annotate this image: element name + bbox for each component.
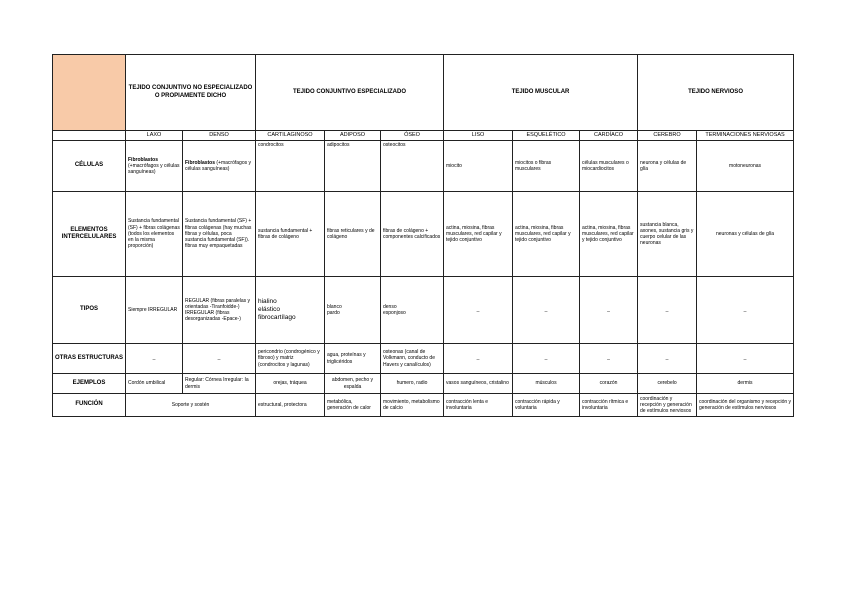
cell-tipos-cardiaco: _ bbox=[580, 277, 638, 344]
cell-ejemplos-cerebro: cerebelo bbox=[638, 374, 697, 394]
cell-funcion-cardiaco: contracción rítmica e involuntaria bbox=[580, 394, 638, 417]
cell-celulas-cerebro: neurona y células de glía bbox=[638, 141, 697, 192]
cell-funcion-cartilaginoso: estructural, protectora bbox=[256, 394, 325, 417]
tipo-esponjoso: esponjoso bbox=[383, 310, 406, 316]
cell-celulas-denso bbox=[183, 141, 256, 192]
cell-celulas-denso-main: Fibroblastos bbox=[185, 159, 216, 166]
cell-otras-denso: _ bbox=[183, 344, 256, 374]
subheader-cardiaco: CARDÍACO bbox=[580, 131, 638, 141]
cell-funcion-oseo: movimiento, metabolismo de calcio bbox=[381, 394, 444, 417]
cell-tipos-denso: REGULAR (fibras paralelas y orientadas -Tiranfoidde-) IRREGULAR (fibras desorganizadas -Epace-) bbox=[183, 277, 256, 344]
cell-otras-cerebro: _ bbox=[638, 344, 697, 374]
cell-celulas-cardiaco: células musculares o miocardiocitos bbox=[580, 141, 638, 192]
cell-otras-oseo: osteonas (canal de Volkmann, conducto de Havers y canalículos) bbox=[381, 344, 444, 374]
subheader-cerebro: CEREBRO bbox=[638, 131, 697, 141]
row-otras bbox=[53, 344, 794, 374]
cell-ejemplos-cartilaginoso: orejas, tráquea bbox=[256, 374, 325, 394]
group-header-row bbox=[53, 55, 794, 131]
subheader-liso: LISO bbox=[444, 131, 513, 141]
cell-celulas-laxo-main: Fibroblastos bbox=[128, 156, 159, 163]
cell-otras-cartilaginoso: pericondrio (condrogénico y fibroso) y matriz (condrocitos y lagunas) bbox=[256, 344, 325, 374]
cell-celulas-oseo: osteocitos bbox=[381, 141, 444, 192]
cell-funcion-liso: contracción lenta e involuntaria bbox=[444, 394, 513, 417]
cell-funcion-adiposo: metabólica, generación de calor bbox=[325, 394, 381, 417]
cell-elementos-esqueletico: actina, miosina, fibras musculares, red capilar y tejido conjuntivo bbox=[513, 192, 580, 277]
row-label-elementos: ELEMENTOS INTERCELULARES bbox=[53, 192, 126, 277]
tipo-denso: denso bbox=[383, 303, 397, 310]
subheader-empty bbox=[53, 131, 126, 141]
cell-ejemplos-esqueletico: músculos bbox=[513, 374, 580, 394]
cell-tipos-terminaciones: _ bbox=[697, 277, 794, 344]
subheader-denso: DENSO bbox=[183, 131, 256, 141]
subheader-esqueletico: ESQUELÉTICO bbox=[513, 131, 580, 141]
cell-otras-esqueletico: _ bbox=[513, 344, 580, 374]
cell-funcion-no-especializado: Soporte y sostén bbox=[126, 394, 256, 417]
cell-ejemplos-laxo: Cordón umbilical bbox=[126, 374, 183, 394]
cell-elementos-cartilaginoso: sustancia fundamental + fibras de colágeno bbox=[256, 192, 325, 277]
tipo-pardo: pardo bbox=[327, 310, 340, 316]
subheader-laxo: LAXO bbox=[126, 131, 183, 141]
row-tipos bbox=[53, 277, 794, 344]
cell-tipos-cartilaginoso bbox=[256, 277, 325, 344]
cell-tipos-oseo bbox=[381, 277, 444, 344]
cell-celulas-cartilaginoso: condrocitos bbox=[256, 141, 325, 192]
tipo-hialino: hialino bbox=[258, 297, 277, 305]
subheader-cartilaginoso: CARTILAGINOSO bbox=[256, 131, 325, 141]
cell-funcion-terminaciones: coordinación del organismo y recepción y generación de estímulos nerviosos bbox=[697, 394, 794, 417]
cell-ejemplos-liso: vasos sanguíneos, cristalino bbox=[444, 374, 513, 394]
group-nervioso: TEJIDO NERVIOSO bbox=[638, 55, 794, 131]
cell-celulas-esqueletico: miocitos o fibras musculares bbox=[513, 141, 580, 192]
cell-ejemplos-oseo: humero, radio bbox=[381, 374, 444, 394]
cell-otras-laxo: _ bbox=[126, 344, 183, 374]
tipo-elastico: elástico bbox=[258, 305, 281, 313]
cell-ejemplos-denso: Regular: Córnea Irregular: Ia dermis bbox=[183, 374, 256, 394]
cell-celulas-terminaciones: motoneuronas bbox=[697, 141, 794, 192]
row-label-ejemplos: EJEMPLOS bbox=[53, 374, 126, 394]
cell-otras-adiposo: agua, proteínas y triglicéridos bbox=[325, 344, 381, 374]
group-especializado: TEJIDO CONJUNTIVO ESPECIALIZADO bbox=[256, 55, 444, 131]
tipo-fibrocartilago: fibrocartílago bbox=[258, 314, 296, 322]
row-elementos bbox=[53, 192, 794, 277]
cell-ejemplos-adiposo: abdomen, pecho y espalda bbox=[325, 374, 381, 394]
cell-elementos-cerebro: sustancia blanca, axones, sustancia gris y cuerpo celular de las neuronas bbox=[638, 192, 697, 277]
tipo-blanco: blanco bbox=[327, 303, 342, 310]
subheader-adiposo: ADIPOSO bbox=[325, 131, 381, 141]
cell-otras-liso: _ bbox=[444, 344, 513, 374]
cell-elementos-cardiaco: actina, miosina, fibras musculares, red capilar y tejido conjuntivo bbox=[580, 192, 638, 277]
cell-elementos-oseo: fibras de colágeno + componentes calcificados bbox=[381, 192, 444, 277]
cell-celulas-adiposo: adipocitos bbox=[325, 141, 381, 192]
row-label-celulas: CÉLULAS bbox=[53, 141, 126, 192]
cell-ejemplos-cardiaco: corazón bbox=[580, 374, 638, 394]
subheader-terminaciones: TERMINACIONES NERVIOSAS bbox=[697, 131, 794, 141]
cell-otras-terminaciones: _ bbox=[697, 344, 794, 374]
cell-funcion-cerebro: coordinación y recepción y generación de estímulos nerviosos bbox=[638, 394, 697, 417]
cell-elementos-laxo: Sustancia fundamental (SF) + fibras colágenas (todos los elementos en la misma proporción) bbox=[126, 192, 183, 277]
cell-tipos-laxo: Siempre IRREGULAR bbox=[126, 277, 183, 344]
cell-celulas-laxo-note: (+macrófagos y células sanguíneas) bbox=[128, 162, 180, 176]
cell-otras-cardiaco: _ bbox=[580, 344, 638, 374]
cell-elementos-denso: Sustancia fundamental (SF) + fibras colágenas (hay muchas fibras y células, poca sustancia fundamental (SF)). fibras muy empaquetadas bbox=[183, 192, 256, 277]
row-funcion bbox=[53, 394, 794, 417]
corner-cell bbox=[53, 55, 126, 131]
row-label-tipos: TIPOS bbox=[53, 277, 126, 344]
cell-tipos-liso: _ bbox=[444, 277, 513, 344]
cell-ejemplos-terminaciones: dermis bbox=[697, 374, 794, 394]
cell-celulas-laxo bbox=[126, 141, 183, 192]
row-label-funcion: FUNCIÓN bbox=[53, 394, 126, 417]
cell-funcion-esqueletico: contracción rápida y voluntaria bbox=[513, 394, 580, 417]
cell-elementos-terminaciones: neuronas y células de glía bbox=[697, 192, 794, 277]
subheader-oseo: ÓSEO bbox=[381, 131, 444, 141]
group-muscular: TEJIDO MUSCULAR bbox=[444, 55, 638, 131]
row-celulas bbox=[53, 141, 794, 192]
cell-celulas-liso: miocito bbox=[444, 141, 513, 192]
cell-celulas-denso-note: (+macrófagos y células sanguíneas) bbox=[185, 159, 252, 172]
cell-tipos-esqueletico: _ bbox=[513, 277, 580, 344]
cell-tipos-cerebro: _ bbox=[638, 277, 697, 344]
row-ejemplos bbox=[53, 374, 794, 394]
subheader-row bbox=[53, 131, 794, 141]
cell-elementos-adiposo: fibras reticulares y de colágeno bbox=[325, 192, 381, 277]
group-no-especializado: TEJIDO CONJUNTIVO NO ESPECIALIZADO O PROPIAMENTE DICHO bbox=[126, 55, 256, 131]
row-label-otras: OTRAS ESTRUCTURAS bbox=[53, 344, 126, 374]
cell-elementos-liso: actina, miosina, fibras musculares, red capilar y tejido conjuntivo bbox=[444, 192, 513, 277]
tissue-comparison-table bbox=[52, 54, 794, 417]
cell-tipos-adiposo bbox=[325, 277, 381, 344]
